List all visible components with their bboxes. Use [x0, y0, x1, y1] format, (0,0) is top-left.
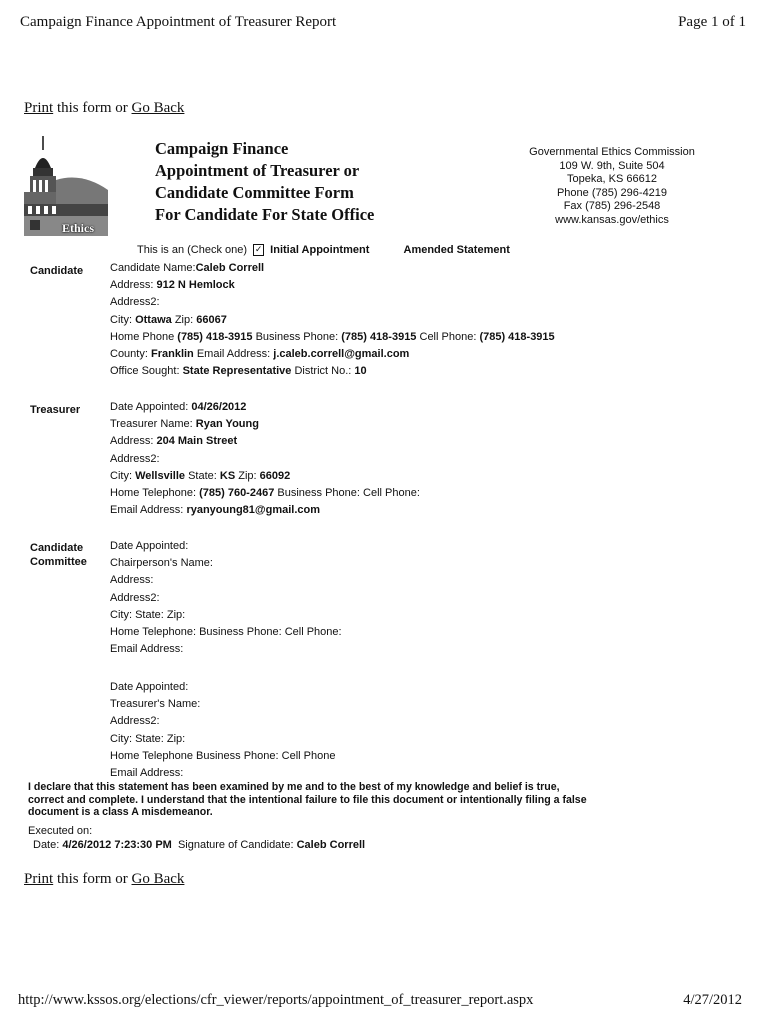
committee-section-label: [30, 541, 87, 569]
treasurer-name-row: [110, 416, 420, 433]
form-title-line: For Candidate For State Office: [155, 205, 375, 224]
committee-address2-row: [110, 590, 342, 607]
declaration-line: document is a class A misdemeanor.: [28, 806, 213, 818]
agency-website: www.kansas.gov/ethics: [555, 213, 669, 226]
nav-text: this form or: [53, 871, 132, 887]
field-label: Treasurer's Name:: [110, 698, 201, 711]
treasurer-address2-row: [110, 451, 420, 468]
nav-line-top: [24, 100, 184, 117]
treasurer-date: 04/26/2012: [191, 401, 247, 413]
agency-name: Governmental Ethics Commission: [529, 146, 695, 158]
field-label: Business Phone:: [255, 330, 339, 343]
candidate-county-row: [110, 346, 555, 363]
field-label: Zip:: [166, 608, 186, 621]
field-label: County:: [110, 347, 148, 360]
agency-city: Topeka, KS 66612: [567, 173, 657, 186]
candidate-section-label: Candidate: [30, 265, 84, 277]
execution-date: 4/26/2012 7:23:30 PM: [62, 839, 172, 851]
committee-treasurer-phone-row: [110, 748, 335, 765]
committee-treasurer-name-row: [110, 696, 335, 713]
committee-label-line: Candidate: [30, 542, 84, 554]
candidate-city-row: [110, 312, 555, 329]
field-label: City:: [110, 313, 132, 326]
field-label: Business Phone:: [196, 749, 279, 762]
committee-treasurer-city-row: [110, 731, 335, 748]
field-label: Signature of Candidate:: [177, 839, 294, 851]
candidate-district: 10: [354, 365, 367, 378]
candidate-business-phone: (785) 418-3915: [341, 330, 417, 343]
treasurer-home-tel: (785) 760-2467: [199, 486, 275, 499]
candidate-email: j.caleb.correll@gmail.com: [273, 347, 410, 360]
field-label: Date Appointed:: [110, 401, 189, 413]
candidate-phone-row: [110, 329, 555, 346]
nav-line-bottom: [24, 871, 184, 888]
field-label: City:: [110, 469, 132, 482]
field-label: Treasurer Name:: [110, 418, 193, 431]
committee-chair-row: [110, 555, 342, 572]
declaration-text: [28, 781, 628, 819]
candidate-address2-row: [110, 294, 555, 311]
field-label: Cell Phone:: [419, 330, 477, 343]
candidate-fields: [110, 260, 555, 380]
field-label: Date:: [33, 839, 60, 851]
amended-statement-label: Amended Statement: [403, 244, 510, 256]
field-label: Address2:: [110, 591, 160, 604]
initial-appointment-checkbox[interactable]: ✓: [254, 244, 263, 255]
treasurer-state: KS: [219, 469, 236, 482]
field-label: Address2:: [110, 452, 160, 465]
field-label: Zip:: [174, 313, 194, 326]
field-label: Business Phone:: [277, 486, 360, 499]
candidate-address-row: [110, 277, 555, 294]
committee-city-row: [110, 607, 342, 624]
committee-treasurer-fields: [110, 679, 335, 782]
declaration-line: correct and complete. I understand that the intentional failure to file this document or intentionally filing a false: [28, 793, 587, 806]
agency-phone: Phone (785) 296-4219: [556, 186, 668, 199]
committee-address-row: [110, 572, 342, 589]
field-label: State:: [135, 732, 164, 745]
footer-url: http://www.kssos.org/elections/cfr_viewer/reports/appointment_of_treasurer_report.aspx: [18, 992, 534, 1008]
field-label: Home Telephone:: [110, 625, 197, 638]
check-prefix: This is an (Check one): [137, 244, 248, 256]
print-form-link[interactable]: Print: [24, 871, 54, 887]
page-number: Page 1 of 1: [678, 14, 746, 30]
treasurer-fields: [110, 399, 420, 519]
field-label: City:: [110, 732, 132, 745]
execution-row: [33, 838, 365, 852]
field-label: Date Appointed:: [110, 540, 189, 552]
field-label: Business Phone:: [199, 625, 282, 638]
field-label: District No.:: [294, 365, 352, 378]
candidate-city: Ottawa: [135, 313, 172, 326]
candidate-county: Franklin: [150, 347, 194, 360]
field-label: Cell Phone:: [363, 486, 420, 499]
treasurer-email-row: [110, 502, 420, 519]
treasurer-section-label: Treasurer: [30, 404, 81, 416]
committee-treasurer-address2-row: [110, 713, 335, 730]
committee-fields: [110, 538, 342, 658]
field-label: Address2:: [110, 715, 160, 728]
treasurer-city-row: [110, 468, 420, 485]
candidate-home-phone: (785) 418-3915: [177, 330, 253, 343]
executed-on-label: Executed on:: [28, 825, 93, 837]
field-label: Email Address:: [110, 643, 184, 656]
field-label: Address2:: [110, 296, 160, 309]
agency-address-block: [512, 146, 712, 228]
declaration-line: I declare that this statement has been examined by me and to the best of my knowledge and belief is true,: [28, 781, 560, 793]
agency-fax: Fax (785) 296-2548: [563, 200, 661, 213]
form-title-line: Campaign Finance: [155, 139, 289, 158]
committee-date-row: [110, 538, 342, 555]
agency-street: 109 W. 9th, Suite 504: [559, 159, 665, 172]
field-label: Email Address:: [196, 347, 271, 360]
field-label: Office Sought:: [110, 365, 180, 378]
field-label: Address:: [110, 435, 154, 448]
field-label: Home Telephone: [110, 749, 193, 762]
field-label: Email Address:: [110, 504, 184, 517]
committee-email-row: [110, 641, 342, 658]
form-title-line: Appointment of Treasurer or: [155, 161, 360, 180]
treasurer-address-row: [110, 433, 420, 450]
field-label: Date Appointed:: [110, 681, 189, 693]
field-label: Chairperson's Name:: [110, 557, 213, 570]
field-label: Address:: [110, 279, 154, 292]
print-form-link[interactable]: Print: [24, 100, 54, 116]
field-label: Cell Phone:: [284, 625, 342, 638]
field-label: Candidate Name:: [110, 262, 196, 274]
treasurer-email: ryanyoung81@gmail.com: [186, 504, 321, 517]
treasurer-city: Wellsville: [135, 469, 185, 482]
field-label: State:: [135, 608, 164, 621]
form-title-line: Candidate Committee Form: [155, 183, 354, 202]
go-back-link[interactable]: Go Back: [131, 871, 185, 887]
committee-treasurer-date-row: [110, 679, 335, 696]
document-header-title: Campaign Finance Appointment of Treasurer Report: [20, 14, 337, 30]
candidate-zip: 66067: [196, 313, 227, 326]
field-label: Home Telephone:: [110, 486, 197, 499]
field-label: Address:: [110, 574, 154, 587]
treasurer-zip: 66092: [259, 469, 291, 482]
footer-date: 4/27/2012: [683, 992, 742, 1008]
go-back-link[interactable]: Go Back: [131, 100, 185, 116]
treasurer-name: Ryan Young: [195, 418, 259, 431]
candidate-cell-phone: (785) 418-3915: [479, 330, 555, 343]
field-label: City:: [110, 608, 132, 621]
initial-appointment-label: Initial Appointment: [270, 244, 370, 256]
candidate-address: 912 N Hemlock: [156, 279, 235, 292]
candidate-office: State Representative: [182, 365, 292, 378]
treasurer-phone-row: [110, 485, 420, 502]
candidate-name: Caleb Correll: [195, 262, 265, 274]
field-label: Email Address:: [110, 766, 184, 779]
treasurer-address: 204 Main Street: [156, 435, 238, 448]
treasurer-date-row: [110, 399, 420, 416]
committee-treasurer-email-row: [110, 765, 335, 782]
field-label: Zip:: [238, 469, 257, 482]
candidate-office-row: [110, 363, 555, 380]
seal-label: Ethics: [62, 221, 95, 235]
candidate-signature: Caleb Correll: [296, 839, 366, 851]
field-label: Home Phone: [110, 330, 175, 343]
field-label: Zip:: [166, 732, 186, 745]
appointment-type-line: [137, 244, 510, 256]
field-label: Cell Phone: [281, 749, 336, 762]
committee-phone-row: [110, 624, 342, 641]
form-title: [155, 138, 374, 226]
committee-label-line: Committee: [30, 556, 87, 568]
nav-text: this form or: [53, 100, 132, 116]
candidate-name-row: [110, 260, 555, 277]
field-label: State:: [188, 469, 217, 482]
